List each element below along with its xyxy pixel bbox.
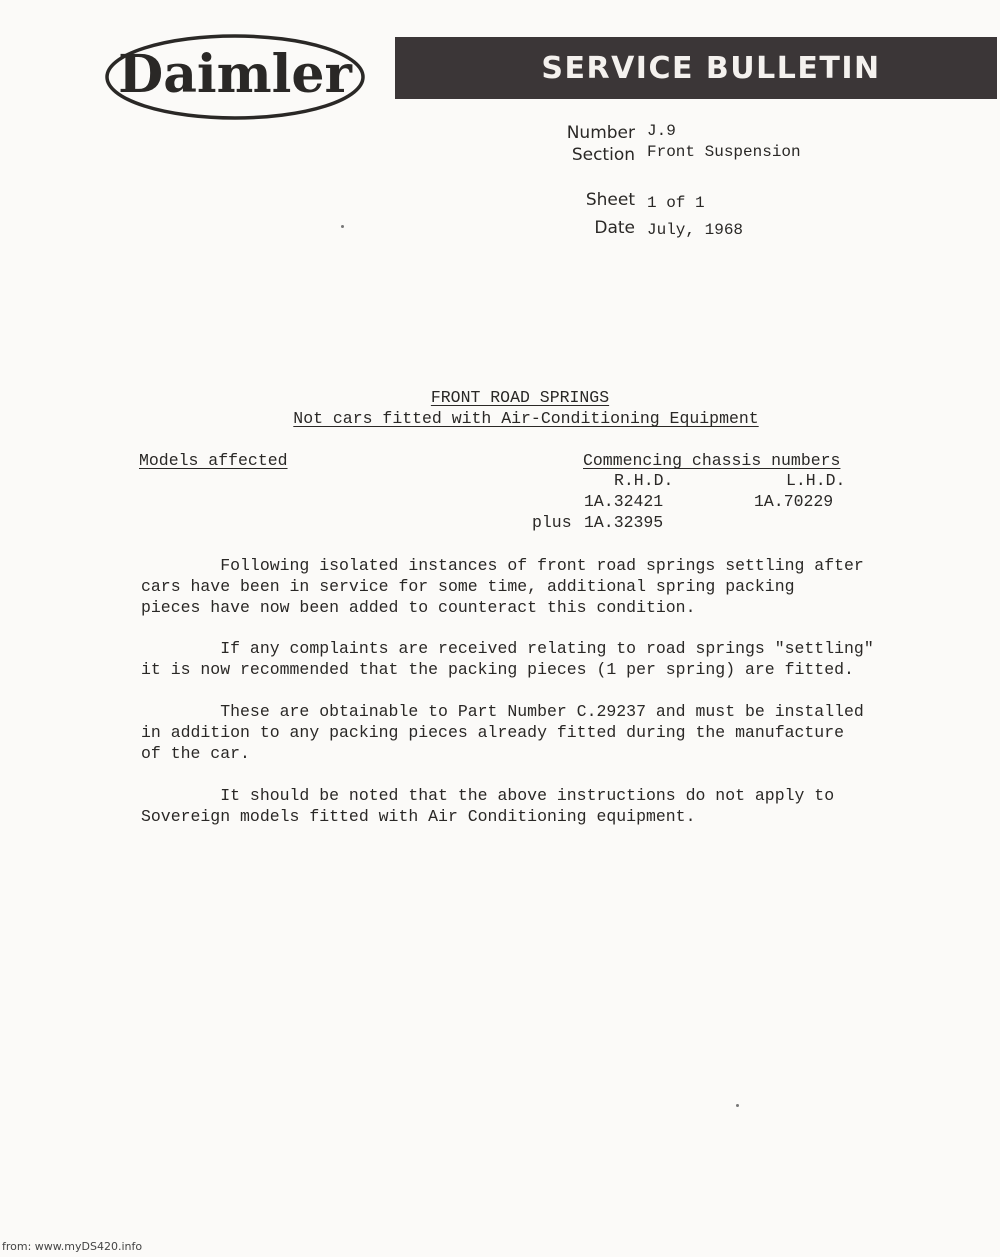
lhd-chassis-number: 1A.70229 xyxy=(754,492,834,511)
sheet-label: Sheet xyxy=(585,190,635,210)
logo-oval-graphic xyxy=(104,32,366,122)
paragraph-2: If any complaints are received relating to road springs "settling" it is now recommended that the packing pieces (1 per spring) are fitted. xyxy=(141,639,874,679)
plus-label: plus xyxy=(532,513,572,532)
source-footer: from: www.myDS420.info xyxy=(2,1240,143,1253)
service-bulletin-banner xyxy=(395,37,997,99)
lhd-label: L.H.D. xyxy=(786,471,846,490)
banner-title: SERVICE BULLETIN xyxy=(541,50,881,86)
section-label: Section xyxy=(571,145,635,165)
rhd-label: R.H.D. xyxy=(614,471,674,490)
bulletin-title: FRONT ROAD SPRINGS xyxy=(430,388,610,407)
paragraph-3: These are obtainable to Part Number C.29237 and must be installed in addition to any packing pieces already fitted during the manufacture of the car. xyxy=(141,702,864,763)
number-value: J.9 xyxy=(647,122,676,140)
paragraph-1: Following isolated instances of front road springs settling after cars have been in service for some time, additional spring packing pieces have now been added to counteract this condition. xyxy=(141,556,864,617)
models-affected-label: Models affected xyxy=(139,451,288,470)
date-label: Date xyxy=(594,218,635,238)
scan-speck xyxy=(736,1104,739,1107)
scan-speck xyxy=(341,225,344,228)
paragraph-4: It should be noted that the above instructions do not apply to Sovereign models fitted with Air Conditioning equipment. xyxy=(141,786,835,826)
section-value: Front Suspension xyxy=(647,143,801,161)
number-label: Number xyxy=(566,123,635,143)
logo-text: Daimler xyxy=(118,44,352,105)
chassis-numbers-label: Commencing chassis numbers xyxy=(583,451,841,470)
rhd-chassis-number: 1A.32421 xyxy=(584,492,664,511)
plus-chassis-number: 1A.32395 xyxy=(584,513,664,532)
daimler-logo xyxy=(104,32,366,122)
sheet-value: 1 of 1 xyxy=(647,194,705,212)
date-value: July, 1968 xyxy=(647,221,744,239)
bulletin-subtitle: Not cars fitted with Air-Conditioning Equipment xyxy=(293,409,759,428)
